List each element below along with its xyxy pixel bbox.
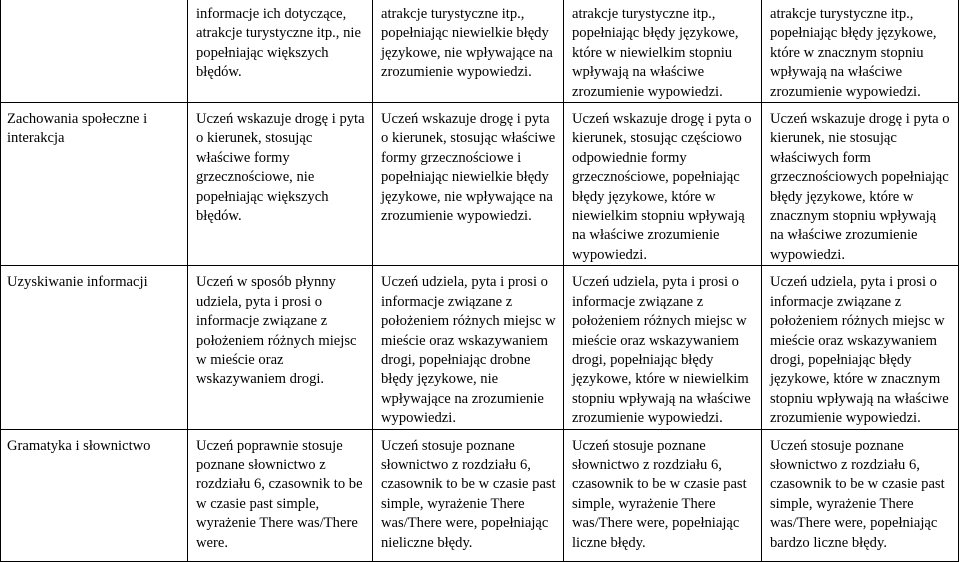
criteria-cell: atrakcje turystyczne itp., popełniając błędy językowe, które w znacznym stopniu wpływają na właściwe zrozumienie wypowiedzi.: [762, 0, 959, 103]
row-category: Uzyskiwanie informacji: [1, 266, 188, 429]
table-row: [1, 266, 959, 429]
criteria-cell: Uczeń wskazuje drogę i pyta o kierunek, stosując właściwe formy grzecznościowe, nie popełniając większych błędów.: [188, 103, 373, 266]
row-category: Gramatyka i słownictwo: [1, 429, 188, 561]
criteria-cell: Uczeń wskazuje drogę i pyta o kierunek, stosując częściowo odpowiednie formy grzecznościowe, popełniając błędy językowe, które w niewielkim stopniu wpływają na właściwe zrozumienie wypowiedzi.: [564, 103, 762, 266]
criteria-cell: informacje ich dotyczące, atrakcje turystyczne itp., nie popełniając większych błędów.: [188, 0, 373, 103]
row-category: Zachowania społeczne i interakcja: [1, 103, 188, 266]
criteria-cell: Uczeń stosuje poznane słownictwo z rozdziału 6, czasownik to be w czasie past simple, wyrażenie There was/There were, popełniając nieliczne błędy.: [373, 429, 564, 561]
table-row: [1, 103, 959, 266]
row-category: [1, 0, 188, 103]
table-row: [1, 429, 959, 561]
table-row: [1, 0, 959, 103]
criteria-cell: Uczeń w sposób płynny udziela, pyta i prosi o informacje związane z położeniem różnych miejsc w mieście oraz wskazywaniem drogi.: [188, 266, 373, 429]
criteria-cell: Uczeń udziela, pyta i prosi o informacje związane z położeniem różnych miejsc w mieście oraz wskazywaniem drogi, popełniając błędy językowe, które w znacznym stopniu wpływają na właściwe zrozumienie wypowiedzi.: [762, 266, 959, 429]
criteria-cell: Uczeń stosuje poznane słownictwo z rozdziału 6, czasownik to be w czasie past simple, wyrażenie There was/There were, popełniając liczne błędy.: [564, 429, 762, 561]
criteria-cell: Uczeń udziela, pyta i prosi o informacje związane z położeniem różnych miejsc w mieście oraz wskazywaniem drogi, popełniając błędy językowe, które w niewielkim stopniu wpływają na właściwe zrozumienie wypowiedzi.: [564, 266, 762, 429]
criteria-cell: Uczeń poprawnie stosuje poznane słownictwo z rozdziału 6, czasownik to be w czasie past simple, wyrażenie There was/There were.: [188, 429, 373, 561]
criteria-cell: Uczeń udziela, pyta i prosi o informacje związane z położeniem różnych miejsc w mieście oraz wskazywaniem drogi, popełniając drobne błędy językowe, nie wpływające na zrozumienie wypowiedzi.: [373, 266, 564, 429]
criteria-cell: Uczeń wskazuje drogę i pyta o kierunek, stosując właściwe formy grzecznościowe i popełniając niewielkie błędy językowe, nie wpływające na zrozumienie wypowiedzi.: [373, 103, 564, 266]
criteria-cell: Uczeń wskazuje drogę i pyta o kierunek, nie stosując właściwych form grzecznościowych popełniając błędy językowe, które w znacznym stopniu wpływają na właściwe zrozumienie wypowiedzi.: [762, 103, 959, 266]
criteria-cell: Uczeń stosuje poznane słownictwo z rozdziału 6, czasownik to be w czasie past simple, wyrażenie There was/There were, popełniając bardzo liczne błędy.: [762, 429, 959, 561]
criteria-cell: atrakcje turystyczne itp., popełniając błędy językowe, które w niewielkim stopniu wpływają na właściwe zrozumienie wypowiedzi.: [564, 0, 762, 103]
criteria-cell: atrakcje turystyczne itp., popełniając niewielkie błędy językowe, nie wpływające na zrozumienie wypowiedzi.: [373, 0, 564, 103]
